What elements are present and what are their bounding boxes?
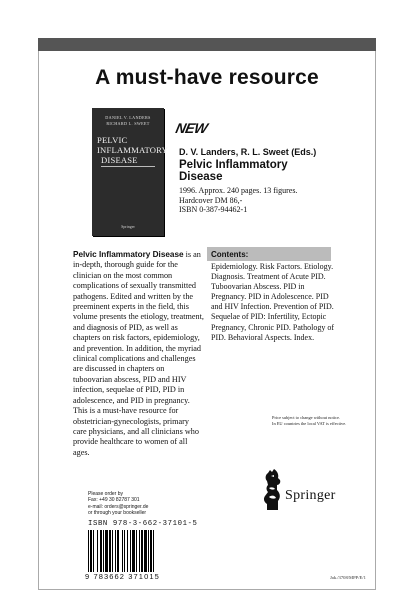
barcode-number: 9 783662 371015: [85, 572, 160, 581]
cover-title-line: DISEASE: [101, 155, 138, 165]
barcode-bar: [153, 530, 154, 574]
contents-label: Contents:: [211, 250, 249, 259]
cover-author: DANIEL V. LANDERS: [105, 115, 151, 120]
description-lead: Pelvic Inflammatory Disease: [73, 250, 184, 259]
cover-rule: [101, 166, 155, 167]
book-editors: D. V. Landers, R. L. Sweet (Eds.): [179, 147, 317, 157]
cover-author: RICHARD L. SWEET: [106, 121, 150, 126]
price-note: [272, 415, 364, 427]
catalog-code: Jak./3708/MPP/E/1: [330, 575, 366, 580]
springer-wordmark: Springer: [285, 488, 336, 503]
book-title: [179, 159, 319, 183]
description-body: is an in-depth, thorough guide for the clinician on the most common complications of sexually transmitted pathogens. Edited and written by the preeminent experts in the field, this volume presents the etiology, treatment, and diagnosis of PID, as well as chapters on risk factors, epidemiology, and prevention. In addition, the myriad clinical complications and challenges are discussed in chapters on tuboovarian abscess, PID and HIV infection, sequelae of PID, PID in adolescence, and PID in pregnancy. This is a must-have resource for obstetrician-gynecologists, primary care physicians, and all clinicians who provide healthcare to women of all ages.: [73, 250, 204, 457]
top-bar: [38, 38, 376, 51]
cover-title-line: PELVIC: [97, 135, 128, 145]
new-badge: NEW: [174, 120, 209, 136]
book-info-line: ISBN 0-387-94462-1: [179, 205, 248, 214]
cover-title-line: INFLAMMATORY: [97, 145, 169, 155]
headline: A must-have resource: [95, 66, 319, 89]
book-cover-thumbnail: [92, 108, 169, 236]
order-line: e-mail: orders@springer.de: [88, 503, 149, 510]
barcode: [88, 530, 176, 574]
book-title-line: Disease: [179, 171, 223, 183]
price-note-line: Price subject to change without notice.: [272, 415, 341, 420]
order-info: [88, 491, 178, 517]
book-info: [179, 186, 329, 215]
book-info-line: 1996. Approx. 240 pages. 13 figures.: [179, 186, 298, 195]
order-line: Fax: +49 30 82787 301: [88, 497, 140, 504]
price-note-line: In EU countries the local VAT is effective.: [272, 421, 347, 426]
isbn-label: ISBN 978-3-662-37101-5: [88, 520, 198, 528]
book-info-line: Hardcover DM 86,-: [179, 195, 243, 205]
order-line: Please order by: [88, 491, 124, 497]
order-line: or through your bookseller: [88, 510, 147, 517]
book-description: [73, 250, 204, 458]
book-title-line: Pelvic Inflammatory: [179, 159, 288, 171]
contents-list: Epidemiology. Risk Factors. Etiology. Diagnosis. Treatment of Acute PID. Tuboovarian Abscess. PID in Pregnancy. PID in Adolescence. PID and HIV Infection. Prevention of PID. Sequelae of PID: Infertility, Ectopic Pregnancy, Chronic PID. Pathology of PID. Behavioral Aspects. Index.: [211, 262, 335, 342]
cover-publisher: Springer: [121, 224, 135, 229]
springer-knight-logo-icon: [260, 466, 284, 512]
